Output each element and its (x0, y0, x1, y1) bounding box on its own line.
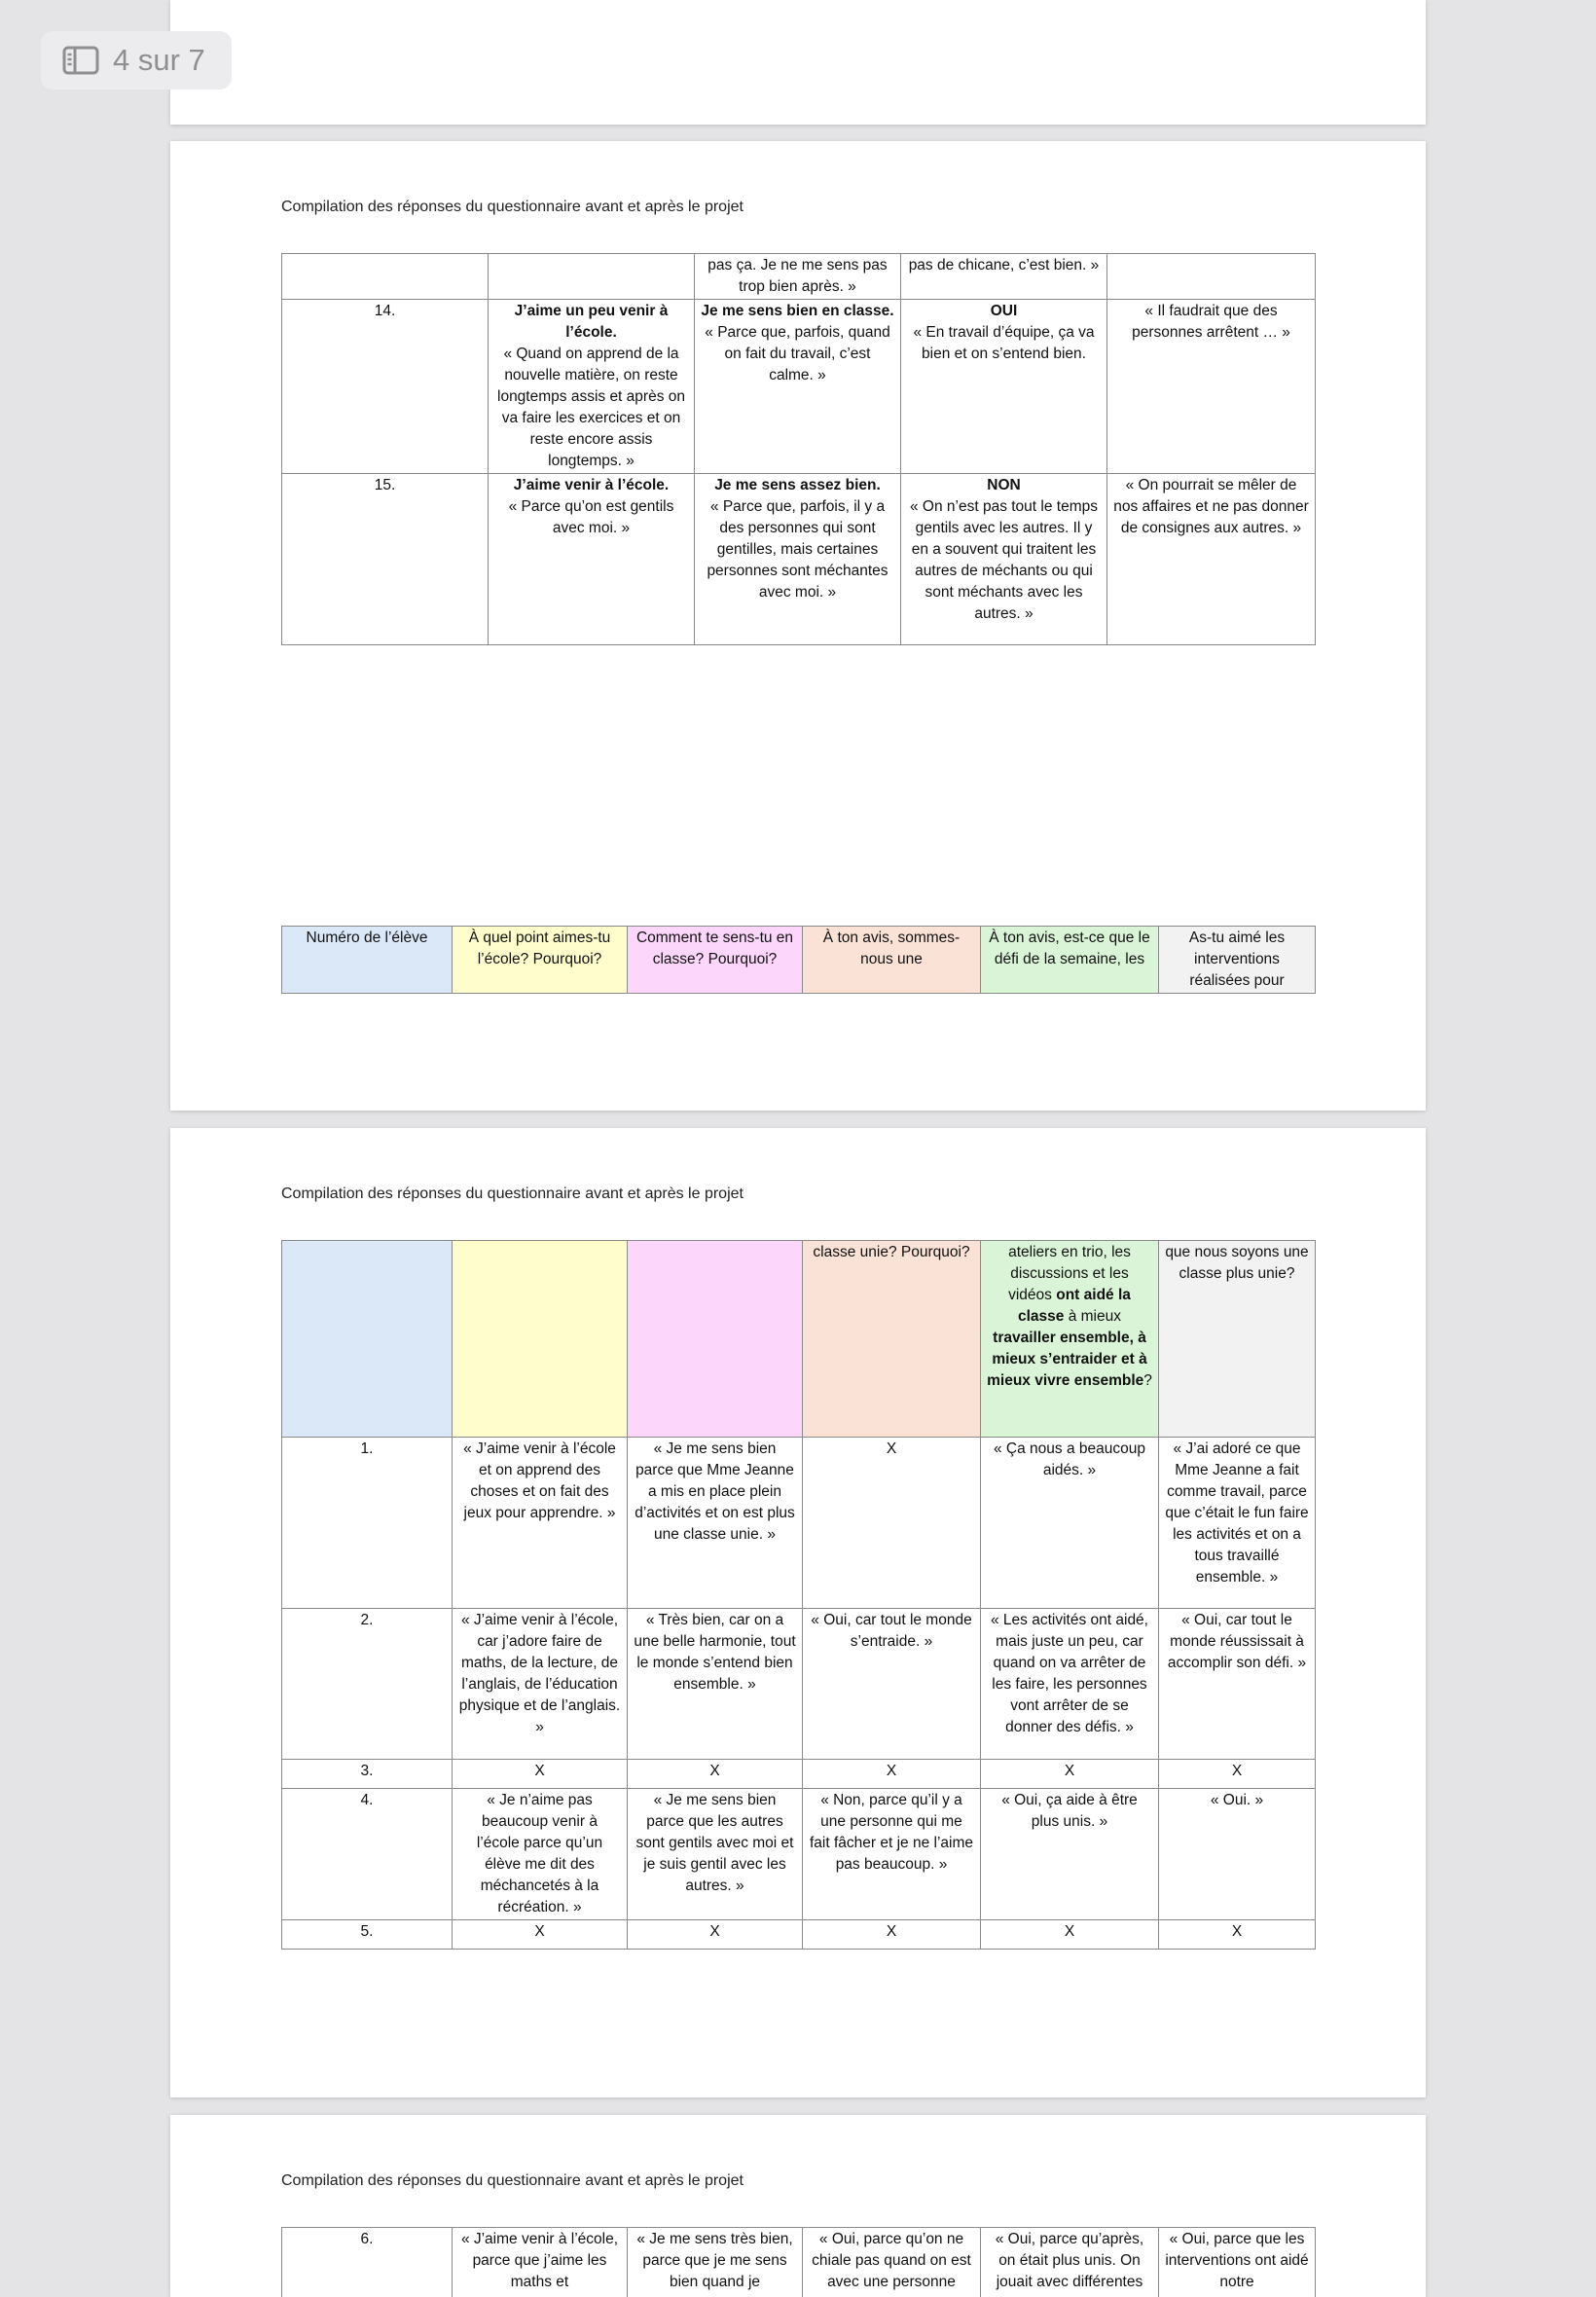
table-cell: X (628, 1920, 803, 1950)
table-cell: OUI « En travail d’équipe, ça va bien et on s’entend bien. (901, 300, 1107, 474)
responses-table-after (281, 1240, 1316, 1950)
table-cell: NON « On n’est pas tout le temps gentils avec les autres. Il y en a souvent qui traitent les autres de méchants ou qui sont méchants avec les autres. » (901, 474, 1107, 645)
table-cell: X (803, 1760, 981, 1789)
header-united-class-cont: classe unie? Pourquoi? (803, 1241, 981, 1438)
table-cell: X (628, 1760, 803, 1789)
document-page-4 (170, 141, 1426, 1111)
table-cell: « J’ai adoré ce que Mme Jeanne a fait comme travail, parce que c’était le fun faire les activités et on a tous travaillé ensemble. » (1159, 1438, 1316, 1609)
table-row (282, 254, 1316, 300)
student-number: 14. (282, 300, 489, 474)
table-cell: X (1159, 1920, 1316, 1950)
student-number: 3. (282, 1760, 453, 1789)
student-number (282, 254, 489, 300)
table-cell: « Je n’aime pas beaucoup venir à l’école parce qu’un élève me dit des méchancetés à la récréation. » (453, 1789, 628, 1920)
table-row (282, 1789, 1316, 1920)
table-cell: « J’aime venir à l’école et on apprend des choses et on fait des jeux pour apprendre. » (453, 1438, 628, 1609)
student-number: 5. (282, 1920, 453, 1950)
table-cell: « On pourrait se mêler de nos affaires et ne pas donner de consignes aux autres. » (1107, 474, 1316, 645)
student-number: 1. (282, 1438, 453, 1609)
table-header-row (282, 927, 1316, 994)
header-weekly-challenge-cont: ateliers en trio, les discussions et les vidéos ont aidé la classe à mieux travailler ensemble, à mieux s’entraider et à mieux vivre ensemble? (981, 1241, 1159, 1438)
header-cell (628, 1241, 803, 1438)
table-cell: « Oui, ça aide à être plus unis. » (981, 1789, 1159, 1920)
responses-table-after-continued (281, 2227, 1316, 2297)
page-header: Compilation des réponses du questionnaire avant et après le projet (281, 1185, 744, 1202)
table-header-row (282, 1241, 1316, 1438)
table-cell: « Oui, parce qu’on ne chiale pas quand on est avec une personne (803, 2228, 981, 2297)
table-cell: « Oui, parce que les interventions ont aidé notre (1159, 2228, 1316, 2297)
table-row (282, 1609, 1316, 1760)
page-indicator-label: 4 sur 7 (113, 43, 205, 77)
table-cell: X (453, 1920, 628, 1950)
page-header: Compilation des réponses du questionnaire avant et après le projet (281, 2172, 744, 2189)
table-cell: X (803, 1920, 981, 1950)
table-row (282, 300, 1316, 474)
table-row (282, 474, 1316, 645)
header-cell (453, 1241, 628, 1438)
table-cell: X (803, 1438, 981, 1609)
header-student-number: Numéro de l’élève (282, 927, 453, 994)
document-page-3-bottom (170, 0, 1426, 125)
table-cell: « J’aime venir à l’école, parce que j’aime les maths et (453, 2228, 628, 2297)
responses-table-continued (281, 253, 1316, 645)
header-interventions-cont: que nous soyons une classe plus unie? (1159, 1241, 1316, 1438)
table-row (282, 1920, 1316, 1950)
header-united-class: À ton avis, sommes-nous une (803, 927, 981, 994)
responses-table-after-header (281, 926, 1316, 994)
table-row (282, 1438, 1316, 1609)
table-cell: X (453, 1760, 628, 1789)
table-cell: « Je me sens bien parce que les autres sont gentils avec moi et je suis gentil avec les autres. » (628, 1789, 803, 1920)
table-cell: X (981, 1760, 1159, 1789)
student-number: 4. (282, 1789, 453, 1920)
table-row (282, 1760, 1316, 1789)
student-number: 15. (282, 474, 489, 645)
table-cell: « Oui, parce qu’après, on était plus unis. On jouait avec différentes (981, 2228, 1159, 2297)
table-cell: X (1159, 1760, 1316, 1789)
table-cell: « Oui, car tout le monde s’entraide. » (803, 1609, 981, 1760)
table-cell: J’aime venir à l’école. « Parce qu’on est gentils avec moi. » (489, 474, 695, 645)
table-cell: « Non, parce qu’il y a une personne qui me fait fâcher et je ne l’aime pas beaucoup. » (803, 1789, 981, 1920)
table-row (282, 2228, 1316, 2297)
table-cell: X (981, 1920, 1159, 1950)
document-page-5 (170, 1128, 1426, 2097)
table-cell: « Oui, car tout le monde réussissait à accomplir son défi. » (1159, 1609, 1316, 1760)
document-page-6 (170, 2115, 1426, 2297)
header-like-school: À quel point aimes-tu l’école? Pourquoi? (453, 927, 628, 994)
table-cell: « Oui. » (1159, 1789, 1316, 1920)
student-number: 2. (282, 1609, 453, 1760)
header-cell (282, 1241, 453, 1438)
student-number: 6. (282, 2228, 453, 2297)
table-cell: « Très bien, car on a une belle harmonie, tout le monde s’entend bien ensemble. » (628, 1609, 803, 1760)
table-cell (1107, 254, 1316, 300)
header-weekly-challenge: À ton avis, est-ce que le défi de la semaine, les (981, 927, 1159, 994)
table-cell: « Je me sens bien parce que Mme Jeanne a mis en place plein d’activités et on est plus une classe unie. » (628, 1438, 803, 1609)
sidebar-icon (62, 45, 99, 76)
page-indicator[interactable] (41, 31, 232, 90)
table-cell: Je me sens bien en classe. « Parce que, parfois, quand on fait du travail, c’est calme. » (695, 300, 901, 474)
table-cell: « Je me sens très bien, parce que je me sens bien quand je (628, 2228, 803, 2297)
table-cell: « Ça nous a beaucoup aidés. » (981, 1438, 1159, 1609)
table-cell: « Il faudrait que des personnes arrêtent … » (1107, 300, 1316, 474)
header-feel-in-class: Comment te sens-tu en classe? Pourquoi? (628, 927, 803, 994)
table-cell: « Les activités ont aidé, mais juste un peu, car quand on va arrêter de les faire, les personnes vont arrêter de se donner des défis. » (981, 1609, 1159, 1760)
table-cell: Je me sens assez bien. « Parce que, parfois, il y a des personnes qui sont gentilles, mais certaines personnes sont méchantes avec moi. » (695, 474, 901, 645)
table-cell (489, 254, 695, 300)
table-cell: J’aime un peu venir à l’école. « Quand on apprend de la nouvelle matière, on reste longtemps assis et après on va faire les exercices et on reste encore assis longtemps. » (489, 300, 695, 474)
table-cell: pas ça. Je ne me sens pas trop bien après. » (695, 254, 901, 300)
page-header: Compilation des réponses du questionnaire avant et après le projet (281, 199, 744, 215)
table-cell: pas de chicane, c’est bien. » (901, 254, 1107, 300)
table-cell: « J’aime venir à l’école, car j’adore faire de maths, de la lecture, de l’anglais, de l’éducation physique et de l’anglais. » (453, 1609, 628, 1760)
header-interventions: As-tu aimé les interventions réalisées pour (1159, 927, 1316, 994)
